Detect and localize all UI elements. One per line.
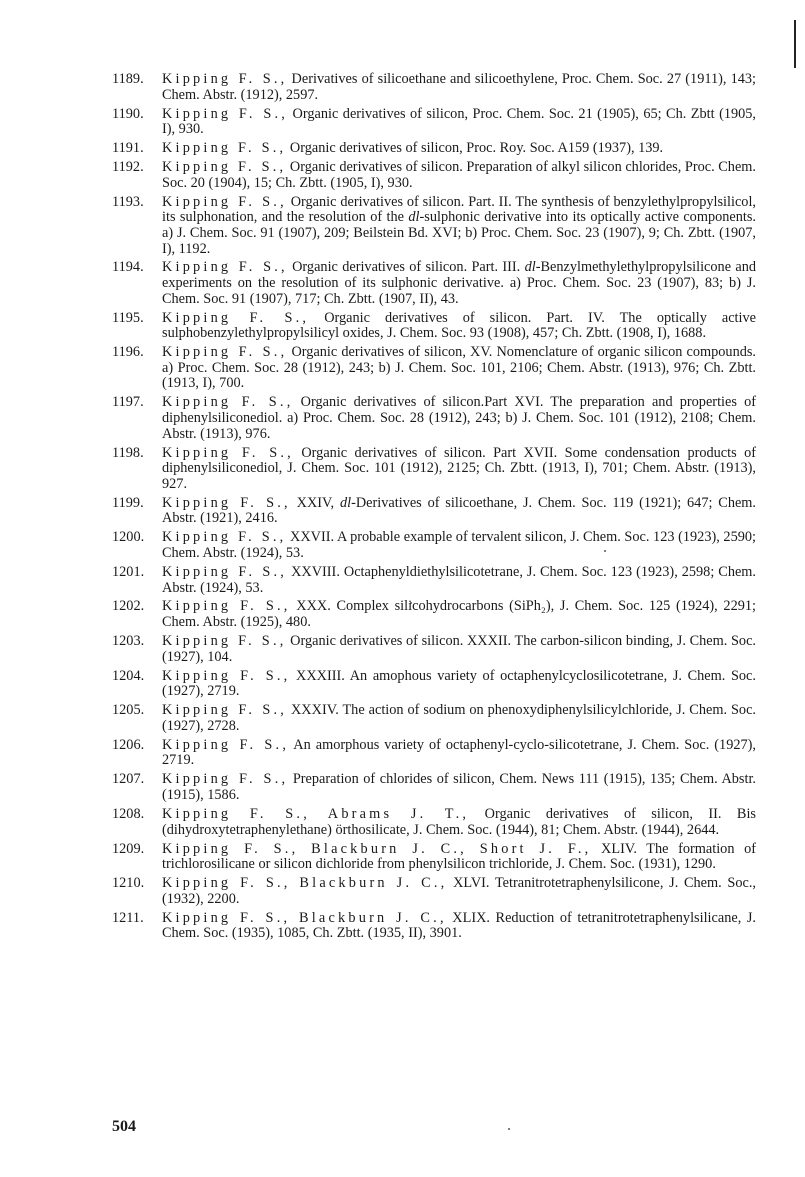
- reference-body: XXVIII. Octaphenyldiethylsilicotetrane, J. Chem. Soc. 123 (1923), 2598; Chem. Abstr. (1924), 53.: [162, 563, 757, 596]
- reference-entry: [112, 496, 756, 527]
- reference-entry: [112, 260, 756, 307]
- reference-number: 1195.: [112, 309, 144, 326]
- reference-body: -Benzylmethylethylpropylsilicone and experiments on the resolution of its sulphonic derivative. a) Proc. Chem. Soc. 23 (1907), 83; b) J. Chem. Soc. 91 (1907), 717; Ch. Zbtt. (1907, II), 43.: [162, 259, 756, 307]
- reference-number: 1198.: [112, 444, 144, 461]
- reference-text: [162, 703, 756, 734]
- reference-entry: [112, 772, 756, 803]
- reference-body: XXIV,: [290, 494, 340, 511]
- reference-number: 1210.: [112, 875, 145, 892]
- reference-body: Organic derivatives of silicon. XXXII. The carbon-silicon binding, J. Chem. Soc. (1927), 104.: [162, 633, 756, 665]
- reference-entry: [112, 345, 756, 392]
- reference-text: [162, 772, 756, 803]
- reference-body: XXXIII. An amophous variety of octaphenylcyclosilicotetrane, J. Chem. Soc. (1927), 2719.: [162, 667, 756, 700]
- reference-author: Kipping F. S.,: [162, 563, 288, 580]
- reference-body: Organic derivatives of silicon, Proc. Chem. Soc. 21 (1905), 65; Ch. Zbtt (1905, I), 930.: [162, 105, 756, 138]
- reference-text: [162, 530, 756, 561]
- reference-text: [162, 842, 756, 873]
- reference-entry: [112, 141, 756, 157]
- reference-body: Derivatives of silicoethane and silicoethylene, Proc. Chem. Soc. 27 (1911), 143; Chem. Abstr. (1912), 2597.: [162, 71, 757, 103]
- reference-number: 1189.: [112, 71, 144, 87]
- reference-entry: [112, 160, 756, 191]
- reference-body: Organic derivatives of silicon. Preparation of alkyl silicon chlorides, Proc. Chem. Soc. 20 (1904), 15; Ch. Zbtt. (1905, I), 930.: [162, 159, 756, 191]
- reference-author: Kipping F. S.,: [162, 105, 289, 122]
- reference-entry: [112, 107, 756, 138]
- reference-author: Kipping F. S.,: [162, 702, 288, 719]
- reference-author: Kipping F. S., Blackburn J. C.,: [162, 909, 447, 926]
- reference-entry: [112, 703, 756, 734]
- reference-text: [162, 599, 756, 630]
- reference-text: [162, 669, 756, 700]
- reference-body: -sulphonic derivative into its optically active components. a) J. Chem. Soc. 91 (1907), 209; Beilstein Bd. XVI; b) Proc. Chem. Soc. 23 (1907), 9; Ch. Zbtt. (1907, I), 1192.: [162, 209, 757, 257]
- reference-number: 1205.: [112, 702, 145, 719]
- reference-number: 1197.: [112, 394, 144, 411]
- reference-author: Kipping F. S.,: [162, 344, 288, 361]
- reference-text: [162, 395, 756, 442]
- reference-author: Kipping F. S., Blackburn J. C., Short J. F.,: [162, 840, 592, 857]
- reference-number: 1196.: [112, 344, 144, 361]
- reference-entry: [112, 669, 756, 700]
- reference-entry: [112, 807, 756, 838]
- reference-body: XXX. Complex silicohydrocarbons (SiPh₂), J. Chem. Soc. 125 (1924), 2291; Chem. Abstr. (1925), 480.: [162, 598, 756, 631]
- reference-author: Kipping F. S.,: [162, 667, 291, 684]
- reference-entry: [112, 72, 756, 103]
- reference-text: [162, 72, 756, 103]
- reference-author: Kipping F. S.,: [162, 494, 291, 511]
- reference-entry: [112, 911, 756, 942]
- reference-author: Kipping F. S., Blackburn J. C.,: [162, 875, 448, 892]
- reference-number: 1200.: [112, 529, 145, 546]
- reference-number: 1192.: [112, 159, 144, 176]
- reference-list: [112, 72, 756, 945]
- reference-author: Kipping F. S.,: [162, 444, 294, 461]
- reference-body: Organic derivatives of silicon, II. Bis (dihydroxytetraphenylethane) örthosilicate, J. Chem. Soc. (1944), 81; Chem. Abstr. (1944), 2644.: [162, 805, 756, 838]
- reference-text: [162, 634, 756, 665]
- reference-body: XXXIV. The action of sodium on phenoxydiphenylsilicylchloride, J. Chem. Soc. (1927), 2728.: [162, 702, 756, 734]
- reference-number: 1190.: [112, 105, 144, 122]
- reference-author: Kipping F. S.,: [162, 633, 287, 650]
- reference-entry: [112, 634, 756, 665]
- reference-italic: dl: [524, 259, 536, 276]
- reference-text: [162, 141, 756, 157]
- reference-body: XXVII. A probable example of tervalent silicon, J. Chem. Soc. 123 (1923), 2590; Chem. Abstr. (1924), 53.: [162, 529, 756, 561]
- reference-number: 1191.: [112, 140, 144, 157]
- reference-number: 1209.: [112, 840, 145, 857]
- reference-text: [162, 565, 756, 596]
- reference-number: 1202.: [112, 598, 145, 615]
- reference-body: Organic derivatives of silicon. Part XVII. Some condensation products of diphenylsiliconediol, J. Chem. Soc. 101 (1912), 2125; Ch. Zbtt. (1913, I), 701; Chem. Abstr. (1913), 927.: [162, 444, 756, 492]
- reference-entry: [112, 530, 756, 561]
- reference-body: Organic derivatives of silicon, XV. Nomenclature of organic silicon compounds. a) Proc. Chem. Soc. 28 (1912), 243; b) J. Chem. Soc. 101, 2106; Chem. Abstr. (1913), 976; Ch. Zbtt. (1913, I), 700.: [162, 344, 757, 392]
- reference-text: [162, 260, 756, 307]
- reference-text: [162, 911, 756, 942]
- reference-text: [162, 496, 756, 527]
- reference-body: Preparation of chlorides of silicon, Chem. News 111 (1915), 135; Chem. Abstr. (1915), 1586.: [162, 771, 757, 803]
- reference-number: 1207.: [112, 771, 145, 788]
- reference-text: [162, 311, 756, 342]
- reference-author: Kipping F. S.,: [162, 259, 288, 276]
- reference-text: [162, 107, 756, 138]
- reference-italic: dl: [339, 494, 352, 511]
- scan-edge-mark: [794, 20, 796, 68]
- reference-text: [162, 807, 756, 838]
- reference-number: 1208.: [112, 805, 145, 822]
- reference-body: XLVI. Tetranitrotetraphenylsilicone, J. Chem. Soc., (1932), 2200.: [162, 875, 756, 907]
- reference-author: Kipping F. S.,: [162, 193, 287, 210]
- reference-body: An amorphous variety of octaphenyl-cyclo-silicotetrane, J. Chem. Soc. (1927), 2719.: [162, 736, 756, 769]
- reference-author: Kipping F. S.,: [162, 529, 287, 546]
- reference-author: Kipping F. S.,: [162, 736, 290, 753]
- reference-number: 1211.: [112, 909, 144, 926]
- reference-text: [162, 738, 756, 769]
- reference-body: Organic derivatives of silicon. Part. IV. The optically active sulphobenzylethylpropylsilicyl oxides, J. Chem. Soc. 93 (1908), 457; Ch. Zbtt. (1908, I), 1688.: [162, 309, 756, 342]
- scan-speck: [508, 1128, 510, 1130]
- reference-text: [162, 876, 756, 907]
- reference-body: XLIV. The formation of trichlorosilicane or silicon dichloride from phenylsilicon trichloride, J. Chem. Soc. (1931), 1290.: [162, 840, 756, 873]
- reference-author: Kipping F. S., Abrams J. T.,: [162, 805, 470, 822]
- reference-body: XLIX. Reduction of tetranitrotetraphenylsilicane, J. Chem. Soc. (1935), 1085, Ch. Zbtt. (1935, II), 3901.: [162, 909, 756, 942]
- reference-author: Kipping F. S.,: [162, 309, 310, 326]
- reference-number: 1204.: [112, 667, 145, 684]
- reference-entry: [112, 599, 756, 630]
- reference-author: Kipping F. S.,: [162, 140, 287, 157]
- reference-entry: [112, 195, 756, 257]
- reference-entry: [112, 395, 756, 442]
- reference-entry: [112, 876, 756, 907]
- reference-italic: dl: [408, 209, 420, 226]
- reference-number: 1193.: [112, 193, 144, 210]
- reference-entry: [112, 842, 756, 873]
- reference-author: Kipping F. S.,: [162, 598, 291, 615]
- reference-text: [162, 446, 756, 493]
- reference-number: 1206.: [112, 736, 145, 753]
- reference-entry: [112, 738, 756, 769]
- reference-text: [162, 195, 756, 257]
- reference-text: [162, 160, 756, 191]
- page-number: 504: [112, 1118, 136, 1135]
- reference-number: 1199.: [112, 494, 144, 511]
- reference-number: 1201.: [112, 563, 145, 580]
- reference-number: 1203.: [112, 633, 145, 650]
- reference-author: Kipping F. S.,: [162, 394, 294, 411]
- reference-author: Kipping F. S.,: [162, 159, 287, 176]
- reference-body: Organic derivatives of silicon. Part. III.: [287, 259, 525, 276]
- reference-entry: [112, 446, 756, 493]
- reference-body: Organic derivatives of silicon, Proc. Roy. Soc. A159 (1937), 139.: [286, 140, 664, 157]
- reference-author: Kipping F. S.,: [162, 71, 288, 87]
- reference-body: Organic derivatives of silicon.Part XVI. The preparation and properties of diphenylsiliconediol. a) Proc. Chem. Soc. 28 (1912), 243; b) J. Chem. Soc. 101 (1912), 2108; Chem. Abstr. (1913), 976.: [162, 394, 756, 442]
- reference-body: Organic derivatives of silicon. Part. II. The synthesis of benzylethylpropylsilicol, its sulphonation, and the resolution of the: [162, 193, 756, 226]
- reference-entry: [112, 311, 756, 342]
- reference-body: -Derivatives of silicoethane, J. Chem. Soc. 119 (1921); 647; Chem. Abstr. (1921), 2416.: [162, 494, 757, 527]
- reference-author: Kipping F. S.,: [162, 771, 289, 788]
- reference-entry: [112, 565, 756, 596]
- reference-text: [162, 345, 756, 392]
- reference-number: 1194.: [112, 259, 144, 276]
